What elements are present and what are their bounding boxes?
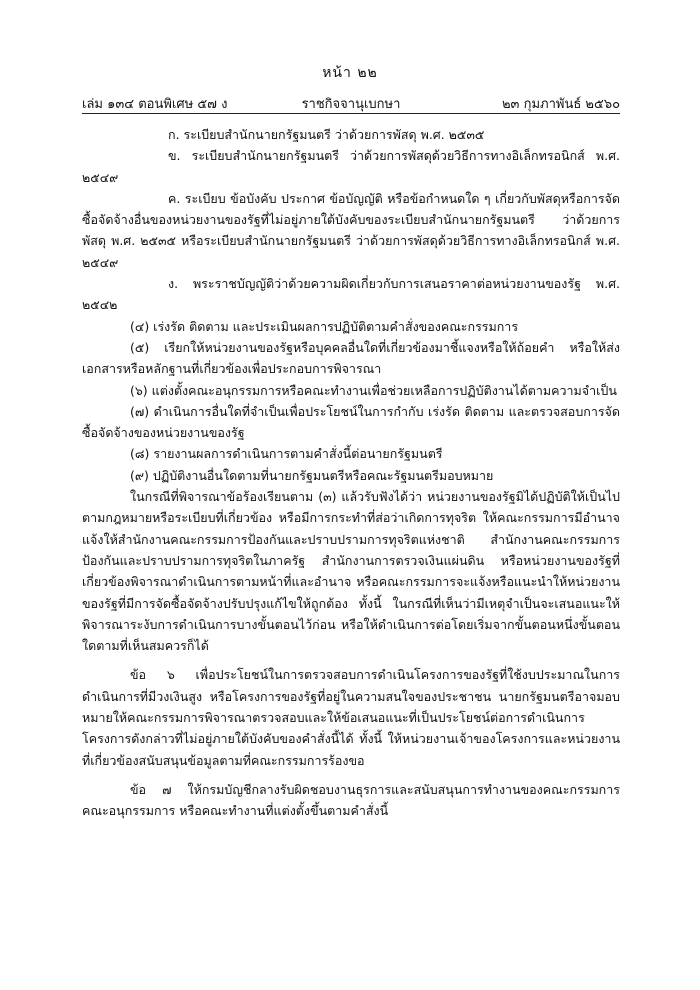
article-6: ข้อ ๖ เพื่อประโยชน์ในการตรวจสอบการดำเนินโครงการของรัฐที่ใช้งบประมาณในการดำเนินการที่มีวงเงินสูง หรือโครงการของรัฐที่อยู่ในความสนใจของประชาชน นายกรัฐมนตรีอาจมอบหมายให้คณะกรรมการพิจารณาตรวจสอบและให้ข้อเสนอแนะที่เป็นประโยชน์ต่อการดำเนินการโครงการดังกล่าวที่ไม่อยู่ภายใต้บังคับของคำสั่งนี้ได้ ทั้งนี้ ให้หน่วยงานเจ้าของโครงการและหน่วยงานที่เกี่ยวข้องสนับสนุนข้อมูลตามที่คณะกรรมการร้องขอ bbox=[82, 667, 620, 768]
complaint-paragraph: ในกรณีที่พิจารณาข้อร้องเรียนตาม (๓) แล้วรับฟังได้ว่า หน่วยงานของรัฐมิได้ปฏิบัติให้เป็นไปตามกฎหมายหรือระเบียบที่เกี่ยวข้อง หรือมีการกระทำที่ส่อว่าเกิดการทุจริต ให้คณะกรรมการมีอำนาจแจ้งให้สำนักงานคณะกรรมการป้องกันและปราบปรามการทุจริตแห่งชาติ สำนักงานคณะกรรมการป้องกันและปราบปรามการทุจริตในภาครัฐ สำนักงานการตรวจเงินแผ่นดิน หรือหน่วยงานของรัฐที่เกี่ยวข้องพิจารณาดำเนินการตามหน้าที่และอำนาจ หรือคณะกรรมการจะแจ้งหรือแนะนำให้หน่วยงานของรัฐที่มีการจัดซื้อจัดจ้างปรับปรุงแก้ไขให้ถูกต้อง ทั้งนี้ ในกรณีที่เห็นว่ามีเหตุจำเป็นจะเสนอแนะให้พิจารณาระงับการดำเนินการบางขั้นตอนไว้ก่อน หรือให้ดำเนินการต่อโดยเริ่มจากขั้นตอนหนึ่งขั้นตอนใดตามที่เห็นสมควรก็ได้ bbox=[82, 489, 620, 654]
document-body bbox=[82, 124, 620, 822]
clause-8: (๘) รายงานผลการดำเนินการตามคำสั่งนี้ต่อนายกรัฐมนตรี bbox=[130, 446, 443, 462]
clause-6: (๖) แต่งตั้งคณะอนุกรรมการหรือคณะทำงานเพื่อช่วยเหลือการปฏิบัติงานได้ตามความจำเป็น bbox=[130, 382, 617, 398]
item-ko: ก. ระเบียบสำนักนายกรัฐมนตรี ว่าด้วยการพัสดุ พ.ศ. ๒๕๓๕ bbox=[168, 127, 485, 142]
article-7: ข้อ ๗ ให้กรมบัญชีกลางรับผิดชอบงานธุรการและสนับสนุนการทำงานของคณะกรรมการ คณะอนุกรรมการ หรือคณะทำงานที่แต่งตั้งขึ้นตามคำสั่งนี้ bbox=[82, 781, 620, 819]
volume-issue: เล่ม ๑๓๔ ตอนพิเศษ ๕๗ ง bbox=[82, 97, 228, 112]
gazette-header bbox=[82, 91, 620, 114]
item-ngo: ง. พระราชบัญญัติว่าด้วยความผิดเกี่ยวกับการเสนอราคาต่อหน่วยงานของรัฐ พ.ศ. ๒๕๔๒ bbox=[82, 276, 620, 313]
item-kho-khwai: ค. ระเบียบ ข้อบังคับ ประกาศ ข้อบัญญัติ หรือข้อกำหนดใด ๆ เกี่ยวกับพัสดุหรือการจัดซื้อจัดจ้างอื่นของหน่วยงานของรัฐที่ไม่อยู่ภายใต้บังคับของระเบียบสำนักนายกรัฐมนตรี ว่าด้วยการพัสดุ พ.ศ. ๒๕๓๕ หรือระเบียบสำนักนายกรัฐมนตรี ว่าด้วยการพัสดุด้วยวิธีการทางอิเล็กทรอนิกส์ พ.ศ. ๒๕๔๙ bbox=[82, 190, 620, 270]
clause-4: (๔) เร่งรัด ติดตาม และประเมินผลการปฏิบัติตามคำสั่งของคณะกรรมการ bbox=[130, 318, 519, 334]
item-kho: ข. ระเบียบสำนักนายกรัฐมนตรี ว่าด้วยการพัสดุด้วยวิธีการทางอิเล็กทรอนิกส์ พ.ศ. ๒๕๔๙ bbox=[82, 148, 620, 185]
clause-7: (๗) ดำเนินการอื่นใดที่จำเป็นเพื่อประโยชน์ในการกำกับ เร่งรัด ติดตาม และตรวจสอบการจัดซื้อจัดจ้างของหน่วยงานของรัฐ bbox=[82, 403, 620, 441]
clause-9: (๙) ปฏิบัติงานอื่นใดตามที่นายกรัฐมนตรีหรือคณะรัฐมนตรีมอบหมาย bbox=[130, 467, 494, 483]
publication-date: ๒๓ กุมภาพันธ์ ๒๕๖๐ bbox=[501, 97, 620, 112]
clause-5: (๕) เรียกให้หน่วยงานของรัฐหรือบุคคลอื่นใดที่เกี่ยวข้องมาชี้แจงหรือให้ถ้อยคำ หรือให้ส่งเอกสารหรือหลักฐานที่เกี่ยวข้องเพื่อประกอบการพิจารณา bbox=[82, 339, 620, 377]
page-number: หน้า ๒๒ bbox=[322, 65, 378, 81]
gazette-title: ราชกิจจานุเบกษา bbox=[301, 97, 401, 112]
